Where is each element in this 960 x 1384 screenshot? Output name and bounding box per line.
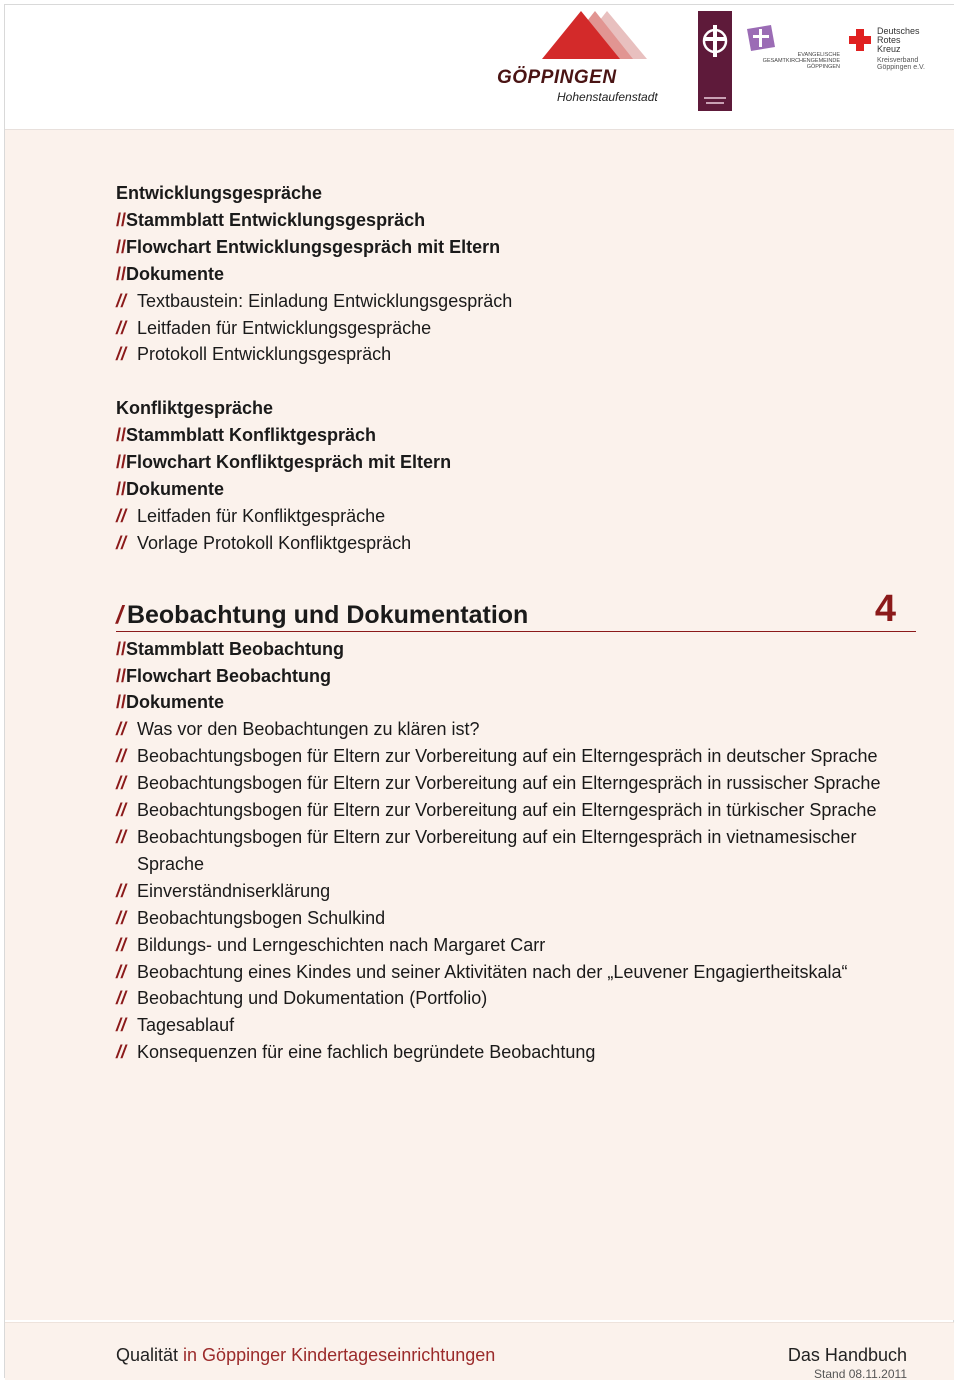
page-header (5, 5, 954, 130)
purple-cross-icon (745, 25, 785, 53)
list-item: // Vorlage Protokoll Konfliktgespräch (116, 532, 412, 553)
list-item: // Tagesablauf (116, 1015, 235, 1036)
city-logo-subtitle: Hohenstaufenstadt (557, 90, 658, 104)
bold-list-item: //Flowchart Entwicklungsgespräch mit Eltern (116, 236, 501, 257)
bold-list-item: //Stammblatt Konfliktgespräch (116, 425, 377, 446)
bold-list-item: //Flowchart Beobachtung (116, 665, 332, 686)
chapter-heading (116, 587, 916, 632)
footer-handbook-label: Das Handbuch (787, 1345, 907, 1365)
evangelische-logo (745, 25, 840, 75)
church-logo-text: EVANGELISCHE GESAMTKIRCHENGEMEINDE GÖPPINGEN (762, 52, 840, 70)
list-item: // Bildungs- und Lerngeschichten nach Margaret Carr (116, 934, 546, 955)
chapter-title: / Beobachtung und Dokumentation (116, 600, 529, 629)
page-footer (5, 1322, 954, 1380)
list-item: // Beobachtungsbogen für Eltern zur Vorbereitung auf ein Elterngespräch in türkischer Sprache (116, 800, 877, 821)
list-item: // Beobachtungsbogen Schulkind (116, 907, 386, 928)
bold-list-item: //Dokumente (116, 478, 225, 499)
red-cross-logo (847, 27, 927, 77)
list-item: // Beobachtungsbogen für Eltern zur Vorbereitung auf ein Elterngespräch in vietnamesischer Sprache (116, 827, 857, 874)
goeppingen-logo (497, 11, 687, 107)
bold-list-item: //Flowchart Konfliktgespräch mit Eltern (116, 452, 452, 473)
cross-emblem-icon (698, 11, 732, 111)
content (116, 180, 916, 1066)
bold-list-item: //Dokumente (116, 263, 225, 284)
list-item: // Beobachtungsbogen für Eltern zur Vorbereitung auf ein Elterngespräch in deutscher Sprache (116, 746, 878, 767)
section-heading: Konfliktgespräche (116, 398, 274, 419)
bold-list-item: //Stammblatt Entwicklungsgespräch (116, 209, 426, 230)
list-item: // Protokoll Entwicklungsgespräch (116, 344, 392, 365)
list-item: // Beobachtungsbogen für Eltern zur Vorbereitung auf ein Elterngespräch in russischer Sprache (116, 773, 881, 794)
roof-icon (497, 11, 687, 71)
footer-date: Stand 08.11.2011 (814, 1367, 907, 1381)
section-heading: Entwicklungsgespräche (116, 183, 323, 203)
list-item: // Leitfaden für Konfliktgespräche (116, 505, 386, 526)
list-item: // Konsequenzen für eine fachlich begründete Beobachtung (116, 1042, 596, 1063)
list-item: // Leitfaden für Entwicklungsgespräche (116, 317, 432, 338)
list-item: // Was vor den Beobachtungen zu klären ist? (116, 719, 480, 740)
list-item: // Beobachtung und Dokumentation (Portfolio) (116, 988, 488, 1009)
caritas-logo (698, 11, 732, 111)
list-item: // Beobachtung eines Kindes und seiner Aktivitäten nach der „Leuvener Engagiertheitskala“ (116, 961, 848, 982)
chapter-number: 4 (874, 587, 896, 630)
red-cross-subtitle: Kreisverband Göppingen e.V. (877, 57, 926, 71)
footer-title: Qualität in Göppinger Kindertageseinrichtungen (116, 1345, 496, 1365)
red-cross-name: Deutsches Rotes Kreuz (877, 26, 920, 54)
red-cross-icon (847, 27, 873, 53)
list-item: // Textbaustein: Einladung Entwicklungsgespräch (116, 290, 513, 311)
city-logo-title: GÖPPINGEN (497, 67, 617, 88)
list-item: // Einverständniserklärung (116, 880, 331, 901)
bold-list-item: //Dokumente (116, 692, 225, 713)
bold-list-item: //Stammblatt Beobachtung (116, 638, 345, 659)
